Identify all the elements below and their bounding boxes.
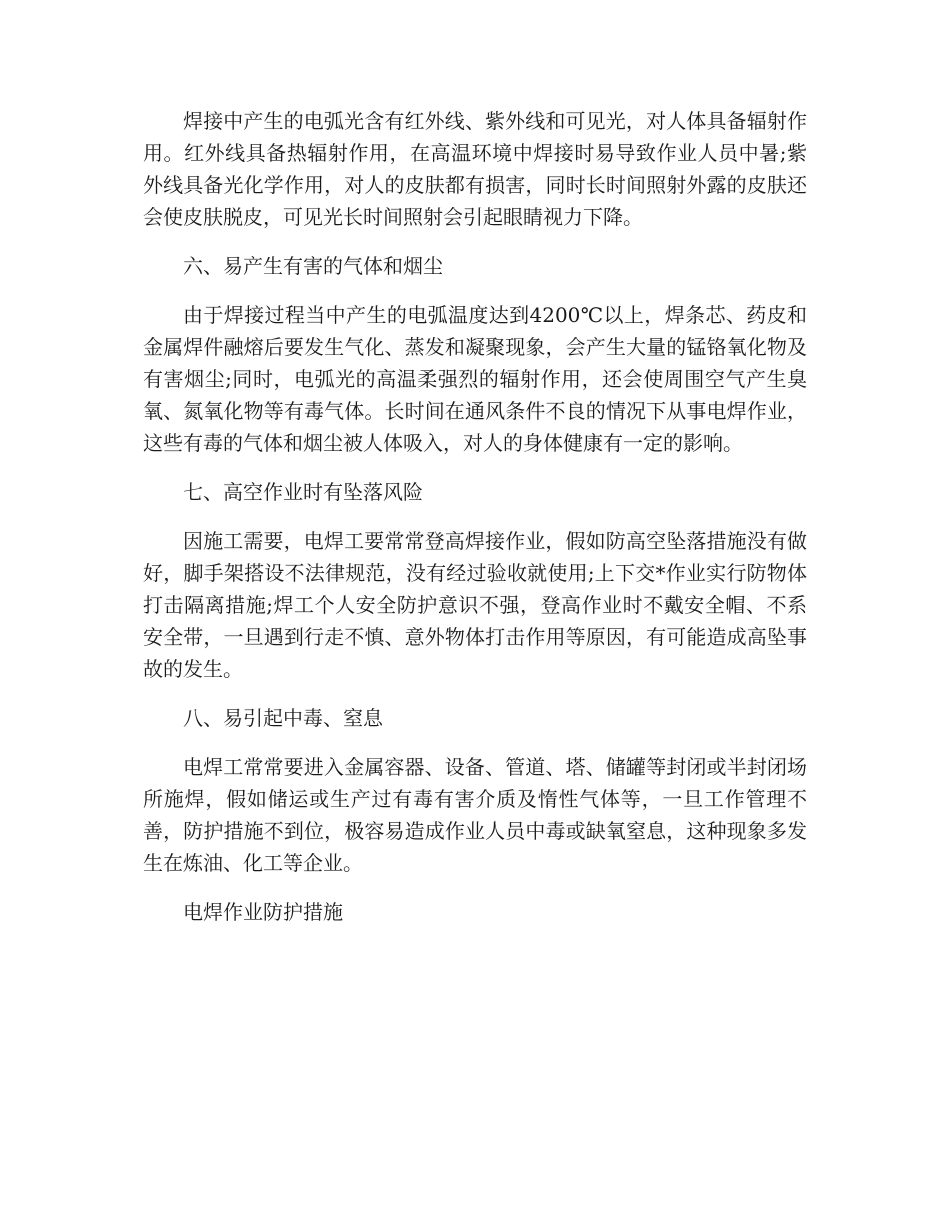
heading-fall-risk: 七、高空作业时有坠落风险 (183, 480, 423, 504)
paragraph-poisoning-suffocation: 电焊工常常要进入金属容器、设备、管道、塔、储罐等封闭或半封闭场所施焊，假如储运或生产过有毒有害介质及惰性气体等，一旦工作管理不善，防护措施不到位，极容易造成作业人员中毒或缺氧窒息，这种现象多发生在炼油、化工等企业。 (143, 755, 807, 875)
heading-protective-measures: 电焊作业防护措施 (183, 900, 343, 924)
paragraph-fall-risk: 因施工需要，电焊工要常常登高焊接作业，假如防高空坠落措施没有做好，脚手架搭设不法律规范，没有经过验收就使用;上下交*作业实行防物体打击隔离措施;焊工个人安全防护意识不强，登高作业时不戴安全帽、不系安全带，一旦遇到行走不慎、意外物体打击作用等原因，有可能造成高坠事故的发生。 (143, 529, 807, 681)
paragraph-arc-light-radiation: 焊接中产生的电弧光含有红外线、紫外线和可见光，对人体具备辐射作用。红外线具备热辐射作用，在高温环境中焊接时易导致作业人员中暑;紫外线具备光化学作用，对人的皮肤都有损害，同时长时间照射外露的皮肤还会使皮肤脱皮，可见光长时间照射会引起眼睛视力下降。 (143, 109, 807, 229)
paragraph-harmful-gas-and-smoke: 由于焊接过程当中产生的电弧温度达到4200℃以上，焊条芯、药皮和金属焊件融熔后要发生气化、蒸发和凝聚现象，会产生大量的锰铬氧化物及有害烟尘;同时，电弧光的高温柔强烈的辐射作用，还会使周围空气产生臭氧、氮氧化物等有毒气体。长时间在通风条件不良的情况下从事电焊作业，这些有毒的气体和烟尘被人体吸入，对人的身体健康有一定的影响。 (143, 303, 807, 455)
document-body (143, 105, 807, 945)
heading-poisoning-suffocation: 八、易引起中毒、窒息 (183, 706, 383, 730)
heading-harmful-gas-and-smoke: 六、易产生有害的气体和烟尘 (183, 254, 443, 278)
